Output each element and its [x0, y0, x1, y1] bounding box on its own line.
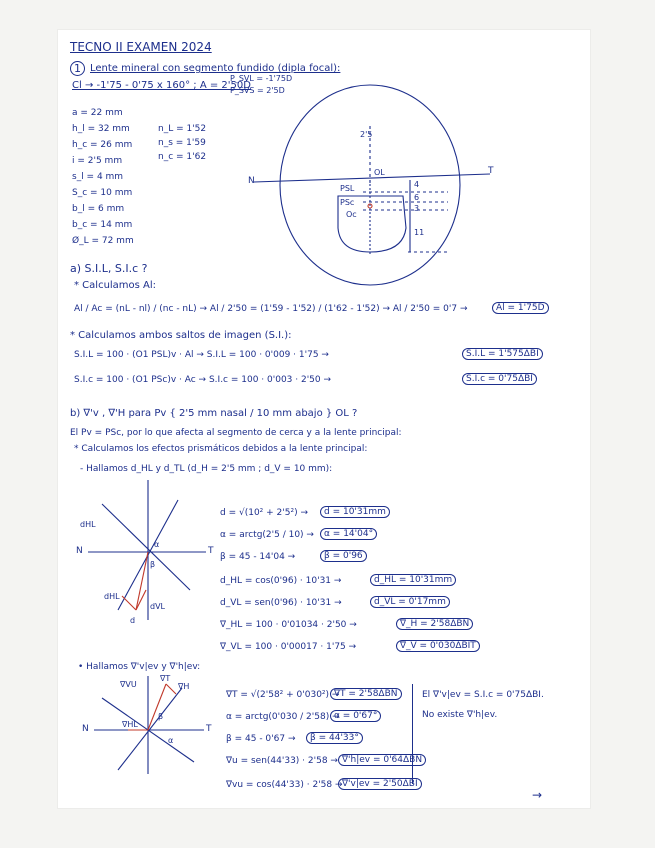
diag-label: T	[208, 546, 214, 556]
diag-label: ∇VU	[120, 680, 137, 689]
axis-label-n: N	[248, 176, 255, 186]
calc-line: d_VL = sen(0'96) · 10'31 →	[220, 598, 342, 608]
diag-label: α	[168, 736, 174, 745]
problem-statement: Lente mineral con segmento fundido (dipla focal):	[90, 63, 341, 74]
diag-label: T	[206, 724, 212, 734]
part-a-res-a: Al = 1'75D	[492, 303, 549, 313]
diag-label: β	[158, 712, 164, 721]
diag-label: ∇HL	[122, 720, 138, 729]
data-item: n_c = 1'62	[158, 152, 207, 162]
part-a-eq-a: Al / Ac = (nL - nl) / (nc - nL) → Al / 2'50 = (1'59 - 1'52) / (1'62 - 1'52) → Al / 2'50 = 0'7 →	[74, 304, 468, 314]
dim-label: 3	[414, 204, 420, 213]
part-a-res-sil: S.I.L = 1'575ΔBI	[462, 349, 543, 359]
diag-label: α	[154, 540, 160, 549]
data-item: a = 22 mm	[72, 108, 123, 118]
part-b-sub2: • Hallamos ∇'v|ev y ∇'h|ev:	[78, 662, 201, 672]
diag-label: β	[150, 560, 156, 569]
calc-line: ∇T = √(2'58² + 0'030²) →	[226, 690, 340, 700]
label-psc: PSc	[340, 198, 355, 207]
calc-result: α = 14'04°	[320, 529, 377, 539]
data-item: n_s = 1'59	[158, 138, 206, 148]
diag-label: ∇H	[178, 682, 190, 691]
data-item: b_l = 6 mm	[72, 204, 125, 214]
dim-label: 11	[414, 228, 425, 237]
diag-label: N	[76, 546, 83, 556]
part-a-label: a) S.I.L, S.I.c ?	[70, 262, 148, 275]
part-a-eq-sic: S.I.c = 100 · (O1 PSc)v · Ac → S.I.c = 100 · 0'003 · 2'50 →	[74, 375, 332, 385]
next-page-arrow: →	[532, 788, 543, 802]
diag-label: N	[82, 724, 89, 734]
part-a-calc-si: * Calculamos ambos saltos de imagen (S.I.):	[70, 330, 292, 341]
calc-result: ∇_H = 2'58ΔBN	[396, 619, 473, 629]
data-item: s_l = 4 mm	[72, 172, 124, 182]
label-ol: OL	[374, 168, 385, 177]
data-item: b_c = 14 mm	[72, 220, 133, 230]
part-b-line2: * Calculamos los efectos prismáticos debidos a la lente principal:	[74, 444, 368, 454]
calc-line: ∇vu = cos(44'33) · 2'58 →	[226, 780, 343, 790]
side-note: No existe ∇'h|ev.	[422, 710, 498, 720]
data-item: Ø_L = 72 mm	[72, 236, 134, 246]
diag-label: dHL	[80, 520, 96, 529]
power-svs: P_SVS = 2'5D	[230, 86, 285, 95]
calc-result: ∇_V = 0'030ΔBIT	[396, 641, 480, 651]
calc-result: β = 0'96	[320, 551, 367, 561]
data-item: S_c = 10 mm	[72, 188, 133, 198]
dim-label: 2'5	[360, 130, 373, 139]
calc-result: ∇'h|ev = 0'64ΔBN	[338, 755, 426, 765]
calc-result: d_VL = 0'17mm	[370, 597, 450, 607]
calc-result: d_HL = 10'31mm	[370, 575, 456, 585]
calc-result: ∇T = 2'58ΔBN	[330, 689, 402, 699]
axis-label-t: T	[488, 166, 494, 176]
calc-result: ∇'v|ev = 2'50ΔBI	[338, 779, 422, 789]
data-item: h_c = 26 mm	[72, 140, 133, 150]
calc-result: d = 10'31mm	[320, 507, 390, 517]
label-psl: PSL	[340, 184, 355, 193]
diag-label: d	[130, 616, 136, 625]
data-item: i = 2'5 mm	[72, 156, 123, 166]
calc-line: α = arctg(0'030 / 2'58) →	[226, 712, 340, 722]
calc-result: β = 44'33°	[306, 733, 363, 743]
side-note: El ∇'v|ev = S.I.c = 0'75ΔBI.	[422, 690, 544, 700]
lens-formula: Cl → -1'75 - 0'75 x 160° ; A = 2'50D	[72, 80, 251, 91]
part-b-line1: El Pv = PSc, por lo que afecta al segmento de cerca y a la lente principal:	[70, 428, 402, 438]
label-oc: Oc	[346, 210, 357, 219]
data-item: n_L = 1'52	[158, 124, 207, 134]
power-svl: P_SVL = -1'75D	[230, 74, 293, 83]
data-item: h_l = 32 mm	[72, 124, 130, 134]
page-title: TECNO II EXAMEN 2024	[70, 40, 212, 54]
calc-line: α = arctg(2'5 / 10) →	[220, 530, 314, 540]
diag-label: dVL	[150, 602, 166, 611]
calc-line: d_HL = cos(0'96) · 10'31 →	[220, 576, 342, 586]
part-b-sub1: - Hallamos d_HL y d_TL (d_H = 2'5 mm ; d_V = 10 mm):	[80, 464, 333, 474]
calc-line: ∇u = sen(44'33) · 2'58 →	[226, 756, 338, 766]
side-divider	[412, 684, 413, 784]
part-a-calc-a: * Calculamos Al:	[74, 280, 157, 291]
part-a-eq-sil: S.I.L = 100 · (O1 PSL)v · Al → S.I.L = 100 · 0'009 · 1'75 →	[74, 350, 329, 360]
calc-line: d = √(10² + 2'5²) →	[220, 508, 308, 518]
calc-line: β = 45 - 14'04 →	[220, 552, 296, 562]
diag-label: ∇T	[160, 674, 171, 683]
dim-label: 4	[414, 180, 420, 189]
dim-label: 6	[414, 193, 420, 202]
exam-sheet	[58, 30, 590, 808]
problem-number: 1	[70, 62, 85, 75]
calc-result: α = 0'67°	[330, 711, 381, 721]
part-a-res-sic: S.I.c = 0'75ΔBI	[462, 374, 537, 384]
calc-line: ∇_HL = 100 · 0'01034 · 2'50 →	[220, 620, 357, 630]
calc-line: β = 45 - 0'67 →	[226, 734, 296, 744]
calc-line: ∇_VL = 100 · 0'00017 · 1'75 →	[220, 642, 357, 652]
part-b-label: b) ∇'v , ∇'H para Pv { 2'5 mm nasal / 10 mm abajo } OL ?	[70, 408, 358, 419]
diag-label: dHL	[104, 592, 120, 601]
